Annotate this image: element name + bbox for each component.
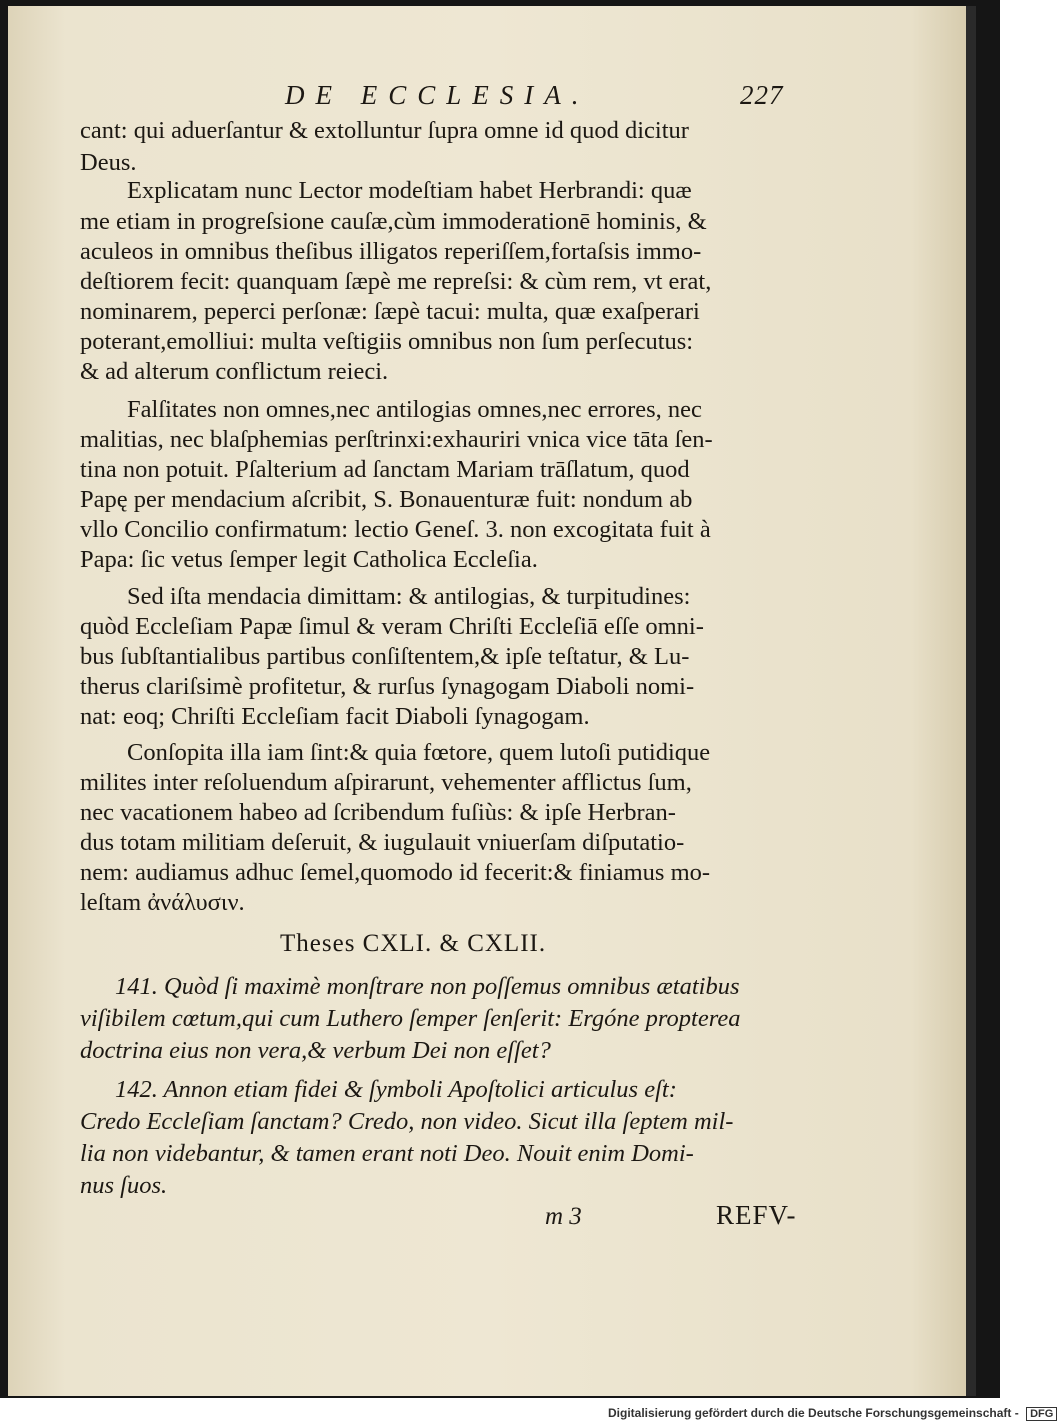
signature-mark: m 3 [545,1203,582,1230]
thesis-line: viſibilem cœtum,qui cum Luthero ſemper ſenſerit: Ergóne propterea [80,1005,741,1032]
body-line: aculeos in omnibus theſibus illigatos reperiſſem,fortaſsis immo- [80,238,702,265]
body-line: Papa: ſic vetus ſemper legit Catholica Eccleſia. [80,546,538,573]
running-title: DE ECCLESIA. [285,80,590,110]
body-line: nec vacationem habeo ad ſcribendum fuſiùs: & ipſe Herbran- [80,799,676,826]
body-line: Sed iſta mendacia dimittam: & antilogias, & turpitudines: [127,583,691,610]
body-line: quòd Eccleſiam Papæ ſimul & veram Chriſti Eccleſiā eſſe omni- [80,613,704,640]
body-line: poterant,emolliui: multa veſtigiis omnibus non ſum perſecutus: [80,328,694,355]
page-number: 227 [740,80,784,110]
body-line: me etiam in progreſsione cauſæ,cùm immoderationē hominis, & [80,208,707,235]
body-line: Falſitates non omnes,nec antilogias omnes,nec errores, nec [127,396,702,423]
thesis-line: lia non videbantur, & tamen erant noti Deo. Nouit enim Domi- [80,1140,694,1167]
dfg-logo: DFG [1026,1407,1057,1421]
body-line: dus totam militiam deſeruit, & iugulauit vniuerſam diſputatio- [80,829,685,856]
thesis-line: 142. Annon etiam fidei & ſymboli Apoſtolici articulus eſt: [115,1076,677,1103]
body-line: milites inter reſoluendum aſpirarunt, vehementer afflictus ſum, [80,769,692,796]
credit-text: Digitalisierung gefördert durch die Deutsche Forschungsgemeinschaft - [608,1406,1019,1420]
body-line: & ad alterum conflictum reieci. [80,358,389,385]
page-edge [966,6,976,1396]
body-line: nem: audiamus adhuc ſemel,quomodo id fecerit:& finiamus mo- [80,859,711,886]
body-line: therus clariſsimè profitetur, & rurſus ſynagogam Diaboli nomi- [80,673,695,700]
body-line: malitias, nec blaſphemias perſtrinxi:exhauriri vnica vice tāta ſen- [80,426,713,453]
body-line: Deus. [80,149,137,176]
body-line: Explicatam nunc Lector modeſtiam habet Herbrandi: quæ [127,177,692,204]
thesis-line: Credo Eccleſiam ſanctam? Credo, non video. Sicut illa ſeptem mil- [80,1108,734,1135]
body-line: tina non potuit. Pſalterium ad ſanctam Mariam trāſlatum, quod [80,456,690,483]
body-line: cant: qui aduerſantur & extolluntur ſupra omne id quod dicitur [80,117,689,144]
digitization-credit [608,1406,1057,1421]
thesis-line: nus ſuos. [80,1172,168,1199]
body-line: Papę per mendacium aſcribit, S. Bonauenturæ fuit: nondum ab [80,486,693,513]
body-line: leſtam ἀνάλυσιν. [80,889,245,916]
body-line: vllo Concilio confirmatum: lectio Geneſ. 3. non excogitata fuit à [80,516,711,543]
body-line: deſtiorem fecit: quanquam ſæpè me repreſsi: & cùm rem, vt erat, [80,268,712,295]
body-line: bus ſubſtantialibus partibus conſiſtentem,& ipſe teſtatur, & Lu- [80,643,690,670]
catchword: REFV- [716,1200,797,1230]
body-line: nat: eoq; Chriſti Eccleſiam facit Diaboli ſynagogam. [80,703,590,730]
body-line: Conſopita illa iam ſint:& quia fœtore, quem lutoſi putidique [127,739,711,766]
thesis-line: doctrina eius non vera,& verbum Dei non eſſet? [80,1037,551,1064]
theses-title: Theses CXLI. & CXLII. [280,930,547,957]
thesis-line: 141. Quòd ſi maximè monſtrare non poſſemus omnibus ætatibus [115,973,740,1000]
body-line: nominarem, peperci perſonæ: ſæpè tacui: multa, quæ exaſperari [80,298,700,325]
